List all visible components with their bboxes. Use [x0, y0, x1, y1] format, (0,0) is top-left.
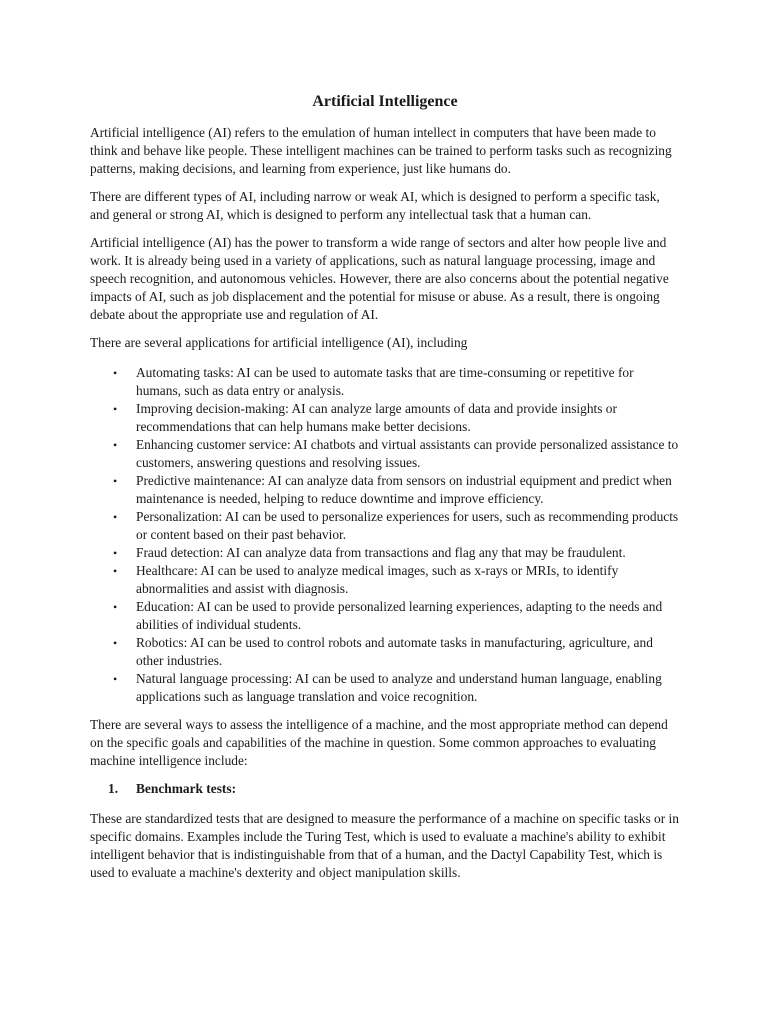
list-item-text: Predictive maintenance: AI can analyze data from sensors on industrial equipment and predict when maintenance is needed, helping to reduce downtime and improve efficiency. — [136, 473, 672, 506]
list-item — [113, 472, 680, 508]
list-item — [113, 562, 680, 598]
list-item-text: Fraud detection: AI can analyze data from transactions and flag any that may be fraudulent. — [136, 545, 626, 560]
benchmark-paragraph: These are standardized tests that are designed to measure the performance of a machine on specific tasks or in specific domains. Examples include the Turing Test, which is used to evaluate a machine's ability to exhibit intelligent behavior that is indistinguishable from that of a human, and the Dactyl Capability Test, which is used to evaluate a machine's dexterity and object manipulation skills. — [90, 811, 679, 880]
bullet-icon: • — [113, 672, 118, 686]
applications-intro-paragraph: There are several applications for artificial intelligence (AI), including — [90, 335, 468, 350]
assessment-paragraph: There are several ways to assess the intelligence of a machine, and the most appropriate method can depend on the specific goals and capabilities of the machine in question. Some common approaches to evaluating machine intelligence include: — [90, 717, 668, 768]
list-item — [113, 670, 680, 706]
list-item-text: Robotics: AI can be used to control robots and automate tasks in manufacturing, agriculture, and other industries. — [136, 635, 653, 668]
list-item-text: Healthcare: AI can be used to analyze medical images, such as x-rays or MRIs, to identify abnormalities and assist with diagnosis. — [136, 563, 619, 596]
bullet-icon: • — [113, 564, 118, 578]
numbered-item-label: Benchmark tests: — [136, 781, 237, 796]
list-item — [113, 634, 680, 670]
list-item — [113, 400, 680, 436]
list-item-text: Improving decision-making: AI can analyze large amounts of data and provide insights or recommendations that can help humans make better decisions. — [136, 401, 617, 434]
bullet-icon: • — [113, 600, 118, 614]
bullet-icon: • — [113, 366, 118, 380]
bullet-icon: • — [113, 636, 118, 650]
bullet-icon: • — [113, 438, 118, 452]
list-number: 1. — [108, 781, 119, 796]
document-title: Artificial Intelligence — [312, 93, 458, 110]
bullet-icon: • — [113, 474, 118, 488]
document-page — [90, 92, 680, 892]
impact-paragraph: Artificial intelligence (AI) has the power to transform a wide range of sectors and alter how people live and work. It is already being used in a variety of applications, such as natural language processing, image and speech recognition, and autonomous vehicles. However, there are also concerns about the potential negative impacts of AI, such as job displacement and the potential for misuse or abuse. As a result, there is ongoing debate about the appropriate use and regulation of AI. — [90, 235, 669, 322]
applications-list — [90, 364, 680, 706]
list-item — [113, 364, 680, 400]
list-item-text: Enhancing customer service: AI chatbots and virtual assistants can provide personalized assistance to customers, answering questions and resolving issues. — [136, 437, 679, 470]
bullet-icon: • — [113, 510, 118, 524]
list-item-text: Automating tasks: AI can be used to automate tasks that are time-consuming or repetitive for humans, such as data entry or analysis. — [136, 365, 634, 398]
list-item — [113, 598, 680, 634]
list-item — [113, 508, 680, 544]
list-item-text: Education: AI can be used to provide personalized learning experiences, adapting to the needs and abilities of individual students. — [136, 599, 663, 632]
types-paragraph: There are different types of AI, including narrow or weak AI, which is designed to perform a specific task, and general or strong AI, which is designed to perform any intellectual task that a human can. — [90, 189, 660, 222]
assessment-methods-list — [90, 780, 680, 798]
numbered-list-item — [108, 780, 680, 798]
list-item-text: Personalization: AI can be used to personalize experiences for users, such as recommending products or content based on their past behavior. — [136, 509, 679, 542]
bullet-icon: • — [113, 402, 118, 416]
intro-paragraph: Artificial intelligence (AI) refers to the emulation of human intellect in computers that have been made to think and behave like people. These intelligent machines can be trained to perform tasks such as recognizing patterns, making decisions, and learning from experience, just like humans do. — [90, 125, 672, 176]
list-item — [113, 436, 680, 472]
list-item-text: Natural language processing: AI can be used to analyze and understand human language, enabling applications such as language translation and voice recognition. — [136, 671, 662, 704]
bullet-icon: • — [113, 546, 118, 560]
list-item — [113, 544, 680, 562]
